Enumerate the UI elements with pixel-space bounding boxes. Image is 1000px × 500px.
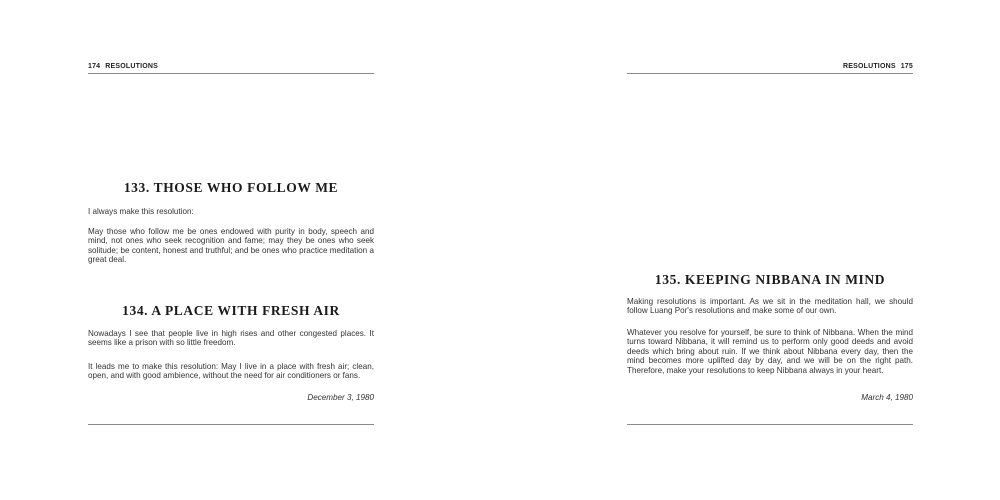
running-header xyxy=(88,63,374,70)
date-signature: March 4, 1980 xyxy=(861,393,913,402)
paragraph: May those who follow me be ones endowed with purity in body, speech and mind, not ones who seek recognition and fame; may they be ones who seek solitude; be content, honest and truthful; and be ones who practice meditation a great deal. xyxy=(88,227,374,265)
paragraph: Whatever you resolve for yourself, be sure to think of Nibbana. When the mind turns toward Nibbana, it will remind us to perform only good deeds and avoid deeds which bring about ruin. If we think about Nibbana every day, then the mind becomes more uplifted day by day, and we will be on the right path. Therefore, make your resolutions to keep Nibbana always in your heart. xyxy=(627,328,913,375)
right-page xyxy=(627,0,913,500)
footer-rule xyxy=(88,424,374,425)
date-signature: December 3, 1980 xyxy=(307,393,374,402)
page-number: 175 xyxy=(900,63,913,70)
footer-rule xyxy=(627,424,913,425)
header-rule xyxy=(627,73,913,74)
paragraph: I always make this resolution: xyxy=(88,207,194,216)
running-head-title: RESOLUTIONS xyxy=(105,63,159,70)
running-header xyxy=(627,63,913,70)
header-rule xyxy=(88,73,374,74)
paragraph: Making resolutions is important. As we sit in the meditation hall, we should follow Luang Por's resolutions and make some of our own. xyxy=(627,297,913,316)
section-title: 135. KEEPING NIBBANA IN MIND xyxy=(654,272,886,287)
section-title: 134. A PLACE WITH FRESH AIR xyxy=(122,303,340,318)
page-number: 174 xyxy=(88,63,101,70)
paragraph: Nowadays I see that people live in high rises and other congested places. It seems like a prison with so little freedom. xyxy=(88,329,374,348)
running-head-title: RESOLUTIONS xyxy=(842,63,896,70)
section-title: 133. THOSE WHO FOLLOW ME xyxy=(123,180,339,195)
left-page xyxy=(88,0,374,500)
paragraph: It leads me to make this resolution: May I live in a place with fresh air; clean, open, and with good ambience, without the need for air conditioners or fans. xyxy=(88,362,374,381)
